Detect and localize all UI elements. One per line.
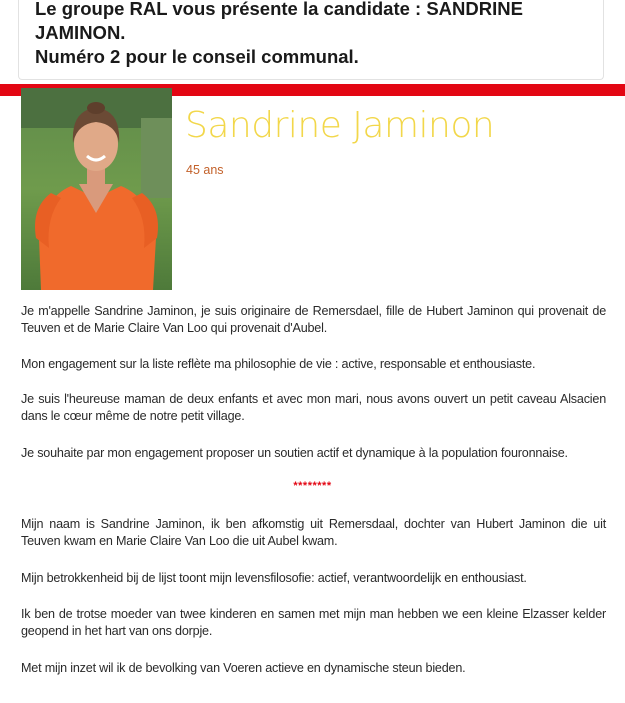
post-line-2: JAMINON. xyxy=(35,22,126,43)
post-line-3: Numéro 2 pour le conseil communal. xyxy=(35,46,359,67)
post-line-1: Le groupe RAL vous présente la candidate : SANDRINE xyxy=(35,0,523,19)
language-separator: ******** xyxy=(293,480,332,492)
bio-nl-paragraph: Ik ben de trotse moeder van twee kinderen en samen met mijn man hebben we een kleine Elzasser kelder geopend in het hart van ons dorpje. xyxy=(21,607,606,638)
candidate-name: Sandrine Jaminon xyxy=(185,105,495,146)
bio-fr-paragraph: Mon engagement sur la liste reflète ma philosophie de vie : active, responsable et enthousiaste. xyxy=(21,357,536,371)
bio-nl-paragraph: Mijn betrokkenheid bij de lijst toont mijn levensfilosofie: actief, verantwoordelijk en enthousiast. xyxy=(21,571,527,585)
bio-nl-paragraph: Met mijn inzet wil ik de bevolking van Voeren actieve en dynamische steun bieden. xyxy=(21,661,466,675)
bio-nl-paragraph: Mijn naam is Sandrine Jaminon, ik ben afkomstig uit Remersdaal, dochter van Hubert Jaminon die uit Teuven kwam en Marie Claire Van Loo die uit Aubel kwam. xyxy=(21,517,606,548)
post-text xyxy=(35,0,595,69)
bio-fr-paragraph: Je m'appelle Sandrine Jaminon, je suis originaire de Remersdael, fille de Hubert Jaminon qui provenait de Teuven et de Marie Claire Van Loo qui provenait d'Aubel. xyxy=(21,304,606,335)
bio-fr-paragraph: Je souhaite par mon engagement proposer un soutien actif et dynamique à la population fouronnaise. xyxy=(21,446,568,460)
candidate-age: 45 ans xyxy=(186,163,224,177)
candidate-photo[interactable] xyxy=(21,88,172,290)
bio-fr-paragraph: Je suis l'heureuse maman de deux enfants et avec mon mari, nous avons ouvert un petit caveau Alsacien dans le cœur même de notre petit village. xyxy=(21,392,606,423)
